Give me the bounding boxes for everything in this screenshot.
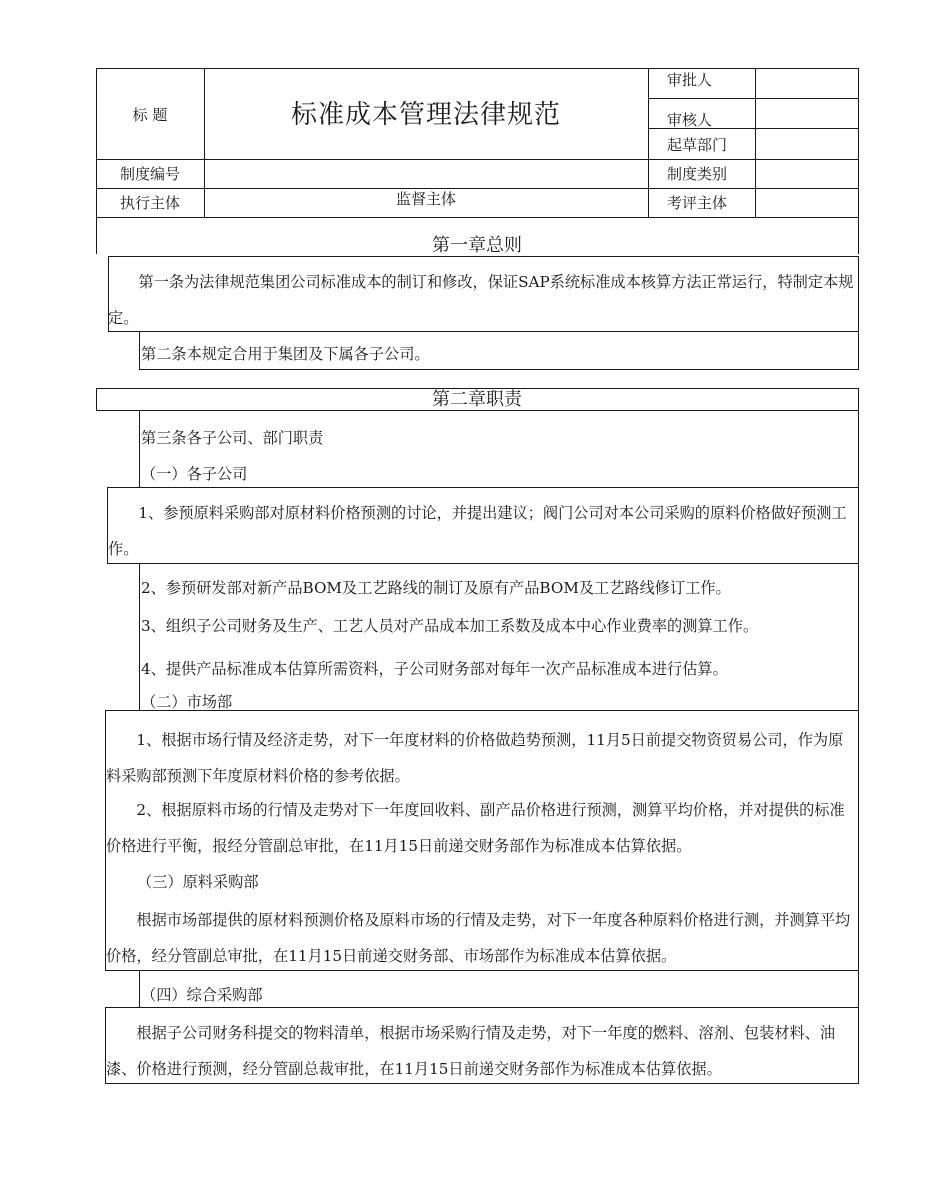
- title-label: 标 题: [132, 106, 168, 124]
- sub2-item1-paragraph: 1、根据市场行情及经济走势，对下一年度材料的价格做趋势预测，11月5日前提交物资贸易公司，作为原料采购部预测下年度原材料价格的参考依据。: [106, 731, 844, 785]
- document-title: 标准成本管理法律规范: [290, 100, 561, 130]
- approver-label: 审批人: [667, 71, 713, 89]
- sub3-text: [106, 902, 858, 974]
- sub1-heading: （一）各子公司: [141, 465, 248, 483]
- section-right-border: [858, 971, 859, 1007]
- article3-text: 第三条各子公司、部门职责: [141, 429, 324, 447]
- header-table-right-border: [858, 68, 859, 254]
- section-left-border: [139, 564, 140, 710]
- article2-text: 第二条本规定合用于集团及下属各子公司。: [141, 345, 430, 363]
- article1-text: [108, 264, 858, 336]
- sub4-heading: （四）综合采购部: [141, 986, 263, 1004]
- header-table-col-line: [755, 68, 756, 217]
- header-table-row-line: [648, 98, 858, 99]
- sub1-item2-text: 2、参预研发部对新产品BOM及工艺路线的制订及原有产品BOM及工艺路线修订工作。: [141, 579, 731, 597]
- sub2-item1-text: [106, 722, 858, 794]
- supervisor-label: 监督主体: [395, 190, 456, 208]
- article1-paragraph: 第一条为法律规范集团公司标准成本的制订和修改，保证SAP系统标准成本核算方法正常运行，特制定本规定。: [108, 273, 854, 327]
- sub2-item2-paragraph: 2、根据原料市场的行情及走势对下一年度回收料、副产品价格进行预测，测算平均价格，并对提供的标准价格进行平衡，报经分管副总审批，在11月15日前递交财务部作为标准成本估算依据。: [106, 801, 845, 855]
- section-left-border: [139, 411, 140, 487]
- sub1-item4-text: 4、提供产品标准成本估算所需资料，子公司财务部对每年一次产品标准成本进行估算。: [141, 660, 728, 678]
- policy-category-label: 制度类别: [667, 165, 728, 183]
- section-right-border: [858, 411, 859, 487]
- reviewer-label: 审核人: [667, 111, 713, 129]
- executor-label: 执行主体: [119, 194, 180, 212]
- sub4-text: [106, 1015, 858, 1087]
- header-table-top-border: [96, 68, 858, 69]
- header-table-col-line: [648, 68, 649, 217]
- sub1-item1-text: [108, 495, 858, 567]
- chapter1-heading: 第一章总则: [432, 235, 522, 256]
- sub2-heading: （二）市场部: [141, 693, 233, 711]
- sub4-paragraph: 根据子公司财务科提交的物料清单，根据市场采购行情及走势，对下一年度的燃料、溶剂、包装材料、油漆、价格进行预测，经分管副总裁审批，在11月15日前递交财务部作为标准成本估算依据。: [106, 1024, 836, 1078]
- evaluator-label: 考评主体: [667, 194, 728, 212]
- chapter2-heading: 第二章职责: [432, 389, 522, 410]
- sub3-heading: （三）原料采购部: [137, 873, 259, 891]
- section-right-border: [858, 564, 859, 710]
- sub1-item3-text: 3、组织子公司财务及生产、工艺人员对产品成本加工系数及成本中心作业费率的测算工作。: [141, 617, 759, 635]
- header-table-left-border: [96, 68, 97, 254]
- header-table-row-line: [96, 159, 858, 160]
- sub2-item2-text: [106, 792, 858, 864]
- section-left-border: [139, 971, 140, 1007]
- header-table-row-line: [96, 217, 858, 218]
- policy-number-label: 制度编号: [119, 165, 180, 183]
- drafting-dept-label: 起草部门: [667, 136, 728, 154]
- sub3-paragraph: 根据市场部提供的原材料预测价格及原料市场的行情及走势，对下一年度各种原料价格进行测，并测算平均价格，经分管副总审批，在11月15日前递交财务部、市场部作为标准成本估算依据。: [106, 911, 851, 965]
- sub1-item1-paragraph: 1、参预原料采购部对原材料价格预测的讨论，并提出建议；阀门公司对本公司采购的原料价格做好预测工作。: [108, 504, 847, 558]
